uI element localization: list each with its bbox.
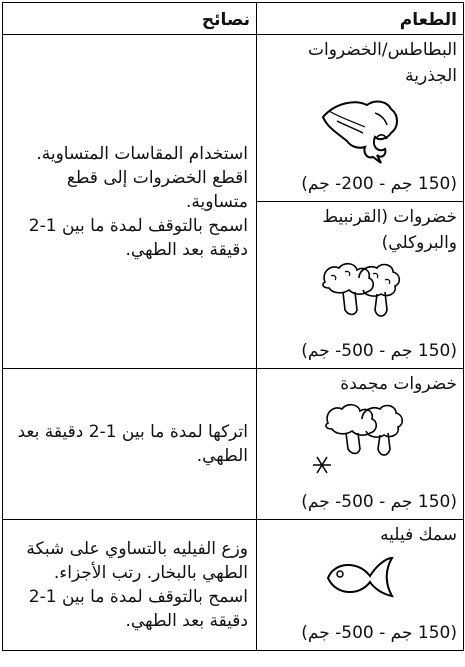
tips-cell <box>3 35 257 369</box>
food-cell <box>257 202 464 369</box>
tip-text: وزع الفيليه بالتساوي على شبكة الطهي بالبخار. رتب الأجزاء. اسمح بالتوقف لمدة ما بين 1-2 دقيقة بعد الطهي. <box>26 539 248 631</box>
food-cell <box>257 520 464 651</box>
table-row <box>3 369 464 520</box>
tip-text: اتركها لمدة ما بين 1-2 دقيقة بعد الطهي. <box>17 422 248 466</box>
food-name: خضروات مجمدة <box>340 374 457 394</box>
tips-cell <box>3 369 257 520</box>
potato-icon <box>263 93 457 171</box>
food-cell <box>257 369 464 520</box>
tip-text: اسمح بالتوقف لمدة ما بين 1-2 دقيقة بعد الطهي. <box>28 215 248 260</box>
tips-column-header: نصائح <box>3 3 257 35</box>
food-column-header: الطعام <box>257 3 464 35</box>
tips-cell <box>3 520 257 651</box>
table-header-row <box>3 3 464 35</box>
table-row <box>3 520 464 651</box>
tip-text: استخدام المقاسات المتساوية. <box>36 143 248 164</box>
fish-icon <box>263 552 457 602</box>
food-name: البطاطس/الخضروات الجذرية <box>307 40 457 86</box>
food-quantity: (150 جم - 500- جم) <box>301 341 457 361</box>
food-quantity: (150 جم - 200- جم) <box>301 174 457 194</box>
food-quantity: (150 جم - 500- جم) <box>301 623 457 643</box>
frozen-broccoli-icon <box>263 401 457 481</box>
food-name: خضروات (القرنبيط والبروكلي) <box>322 207 457 253</box>
food-quantity: (150 جم - 500- جم) <box>301 492 457 512</box>
food-cell <box>257 35 464 202</box>
broccoli-icon <box>263 260 457 324</box>
cooking-guide-table <box>2 2 464 651</box>
food-name: سمك فيليه <box>380 525 457 545</box>
tip-text: اقطع الخضروات إلى قطع متساوية. <box>66 167 248 212</box>
table-row <box>3 35 464 202</box>
